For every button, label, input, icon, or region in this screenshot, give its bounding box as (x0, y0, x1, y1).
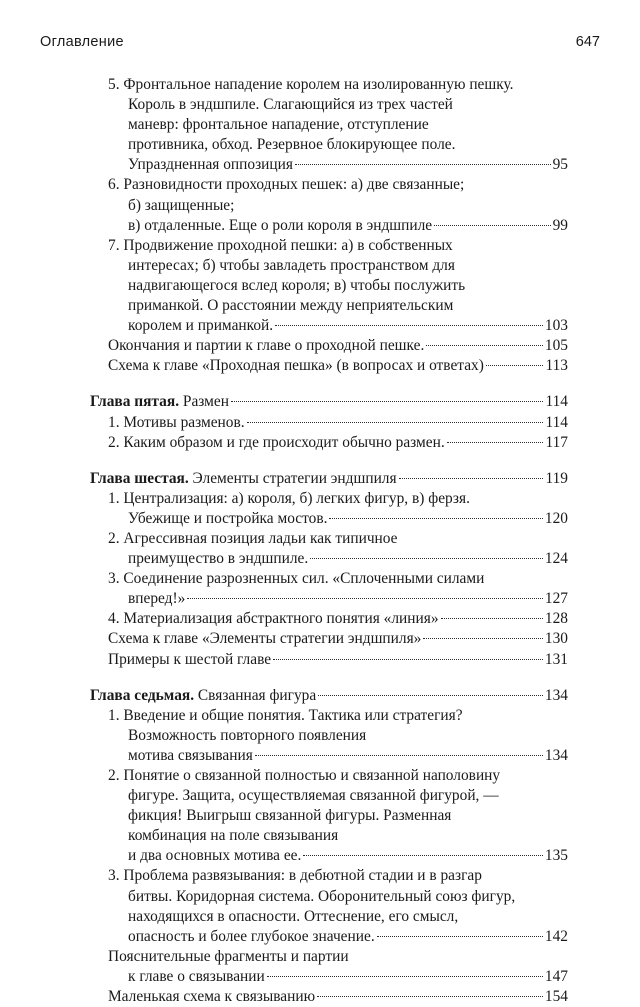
running-head-title: Оглавление (40, 34, 124, 50)
toc-line (90, 826, 568, 846)
toc-line (90, 746, 568, 766)
section-gap (90, 670, 568, 686)
table-of-contents (90, 75, 568, 1007)
toc-line-text: Маленькая схема к связыванию (108, 988, 316, 1006)
toc-line (90, 216, 568, 236)
dot-leader (310, 558, 543, 559)
toc-line (90, 175, 568, 195)
toc-line (90, 589, 568, 609)
toc-line-text: опасность и более глубокое значение. (128, 927, 375, 945)
toc-line (90, 155, 568, 175)
toc-line (90, 392, 568, 412)
toc-line-text: битвы. Коридорная система. Оборонительный союз фигур, (128, 887, 516, 905)
page-number: 647 (575, 34, 600, 50)
toc-page-number: 117 (545, 433, 568, 451)
toc-line (90, 806, 568, 826)
toc-line-text: 2. Агрессивная позиция ладьи как типичное (108, 529, 398, 547)
toc-line (90, 236, 568, 256)
toc-entry[interactable] (90, 433, 568, 453)
toc-line (90, 413, 568, 433)
toc-entry[interactable] (90, 75, 568, 175)
toc-line-text: противника, обход. Резервное блокирующее поле. (128, 136, 456, 154)
toc-line (90, 967, 568, 987)
toc-line (90, 987, 568, 1007)
toc-line-text: интересах; б) чтобы завладеть пространством для (128, 256, 455, 274)
toc-line-text: фигуре. Защита, осуществляемая связанной фигурой, — (128, 787, 499, 805)
toc-line-text: 5. Фронтальное нападение королем на изолированную пешку. (108, 76, 514, 93)
toc-line-text: Убежище и постройка мостов. (128, 509, 328, 527)
toc-page-number: 105 (544, 337, 568, 355)
dot-leader (486, 365, 544, 366)
chapter-label: Глава шестая. (90, 469, 189, 487)
toc-line (90, 907, 568, 927)
toc-entry[interactable] (90, 489, 568, 529)
dot-leader (275, 325, 543, 326)
dot-leader (434, 225, 550, 226)
toc-line (90, 135, 568, 155)
toc-page-number: 142 (544, 927, 568, 945)
section-gap (90, 453, 568, 469)
toc-line (90, 115, 568, 135)
toc-line-text: 1. Мотивы разменов. (108, 413, 245, 431)
toc-line-text: Глава седьмая. Связанная фигура (90, 686, 317, 704)
toc-entry[interactable] (90, 629, 568, 649)
toc-entry[interactable] (90, 766, 568, 866)
toc-entry[interactable] (90, 866, 568, 946)
toc-entry[interactable] (90, 987, 568, 1007)
chapter-label: Глава пятая. (90, 393, 180, 411)
toc-line (90, 927, 568, 947)
toc-line (90, 766, 568, 786)
toc-line (90, 316, 568, 336)
toc-line (90, 726, 568, 746)
dot-leader (295, 164, 551, 165)
toc-line-text: 1. Централизация: а) короля, б) легких фигур, в) ферзя. (108, 489, 470, 507)
dot-leader (273, 659, 543, 660)
toc-line-text: к главе о связывании (128, 967, 265, 985)
toc-line-text: и два основных мотива ее. (128, 847, 302, 865)
toc-entry[interactable] (90, 469, 568, 489)
toc-line-text: маневр: фронтальное нападение, отступление (128, 116, 429, 134)
toc-line-text: 1. Введение и общие понятия. Тактика или стратегия? (108, 706, 463, 724)
toc-line-text: 6. Разновидности проходных пешек: а) две связанные; (108, 176, 465, 194)
toc-line-text: в) отдаленные. Еще о роли короля в эндшпиле (128, 216, 433, 234)
toc-line (90, 686, 568, 706)
toc-line (90, 629, 568, 649)
dot-leader (318, 695, 543, 696)
toc-line-text: комбинация на поле связывания (128, 827, 339, 845)
dot-leader (329, 518, 542, 519)
toc-entry[interactable] (90, 175, 568, 235)
toc-entry[interactable] (90, 650, 568, 670)
toc-line (90, 276, 568, 296)
toc-line-text: Упраздненная оппозиция (128, 156, 293, 174)
toc-entry[interactable] (90, 336, 568, 356)
toc-line (90, 356, 568, 376)
toc-entry[interactable] (90, 529, 568, 569)
toc-line (90, 469, 568, 489)
toc-page-number: 114 (545, 393, 568, 411)
dot-leader (447, 442, 544, 443)
dot-leader (441, 618, 543, 619)
toc-page-number: 127 (544, 590, 568, 608)
toc-line-text: Примеры к шестой главе (108, 650, 272, 668)
dot-leader (399, 478, 544, 479)
toc-line-text: 2. Понятие о связанной полностью и связанной наполовину (108, 767, 501, 784)
toc-entry[interactable] (90, 947, 568, 987)
dot-leader (255, 755, 543, 756)
toc-line-text: Схема к главе «Проходная пешка» (в вопросах и ответах) (108, 357, 484, 375)
toc-line-text: Пояснительные фрагменты и партии (108, 947, 349, 965)
toc-line (90, 706, 568, 726)
toc-entry[interactable] (90, 356, 568, 376)
toc-page-number: 113 (545, 357, 568, 375)
toc-line-text: 3. Соединение разрозненных сил. «Сплоченными силами (108, 570, 485, 588)
toc-page-number: 131 (544, 650, 568, 668)
toc-line (90, 947, 568, 967)
toc-page-number: 95 (552, 156, 568, 174)
toc-line-text: фикция! Выигрыш связанной фигуры. Разменная (128, 807, 452, 825)
dot-leader (247, 422, 544, 423)
dot-leader (231, 401, 544, 402)
toc-page-number: 114 (545, 413, 568, 431)
toc-entry[interactable] (90, 392, 568, 412)
toc-page-number: 103 (544, 317, 568, 335)
toc-line-text: Возможность повторного появления (128, 726, 367, 744)
toc-line (90, 866, 568, 886)
toc-line-text: надвигающегося вслед короля; в) чтобы послужить (128, 276, 466, 294)
toc-page-number: 147 (544, 967, 568, 985)
dot-leader (187, 598, 543, 599)
toc-line (90, 786, 568, 806)
toc-page-number: 120 (544, 509, 568, 527)
toc-line (90, 650, 568, 670)
toc-entry[interactable] (90, 236, 568, 336)
dot-leader (303, 855, 543, 856)
toc-line-text: преимущество в эндшпиле. (128, 550, 309, 568)
toc-entry[interactable] (90, 609, 568, 629)
toc-page-number: 99 (552, 216, 568, 234)
toc-line-text: 7. Продвижение проходной пешки: а) в собственных (108, 236, 453, 254)
toc-line-text: мотива связывания (128, 746, 253, 764)
toc-page-number: 128 (544, 610, 568, 628)
dot-leader (317, 996, 543, 997)
toc-page-number: 135 (544, 847, 568, 865)
toc-page-number: 134 (544, 686, 568, 704)
toc-line (90, 256, 568, 276)
toc-entry[interactable] (90, 569, 568, 609)
dot-leader (267, 976, 543, 977)
toc-page-number: 119 (545, 469, 568, 487)
toc-line (90, 846, 568, 866)
toc-line-text: Схема к главе «Элементы стратегии эндшпиля» (108, 630, 422, 648)
toc-line-text: 2. Каким образом и где происходит обычно размен. (108, 433, 445, 451)
toc-line-text: 3. Проблема развязывания: в дебютной стадии и в разгар (108, 867, 482, 885)
toc-line-text: Король в эндшпиле. Слагающийся из трех частей (128, 96, 453, 114)
toc-line-text: Глава шестая. Элементы стратегии эндшпиля (90, 469, 397, 487)
toc-line-text: 4. Материализация абстрактного понятия «линия» (108, 610, 439, 628)
toc-line-text: королем и приманкой. (128, 317, 274, 335)
toc-line (90, 509, 568, 529)
toc-line-text: приманкой. О расстоянии между неприятельским (128, 297, 454, 315)
toc-page-number: 154 (544, 988, 568, 1006)
toc-entry[interactable] (90, 413, 568, 433)
toc-line (90, 549, 568, 569)
toc-line (90, 336, 568, 356)
toc-page-number: 124 (544, 550, 568, 568)
toc-line-text: Глава пятая. Размен (90, 393, 229, 411)
chapter-label: Глава седьмая. (90, 686, 195, 704)
toc-page-number: 134 (544, 746, 568, 764)
toc-line (90, 196, 568, 216)
toc-line-text: Окончания и партии к главе о проходной пешке. (108, 337, 425, 355)
toc-line (90, 75, 568, 95)
running-head (40, 34, 600, 50)
toc-line (90, 433, 568, 453)
toc-line (90, 529, 568, 549)
toc-line (90, 296, 568, 316)
toc-entry[interactable] (90, 686, 568, 706)
section-gap (90, 376, 568, 392)
toc-line (90, 95, 568, 115)
toc-line-text: вперед!» (128, 590, 186, 608)
toc-line (90, 489, 568, 509)
toc-line-text: находящихся в опасности. Оттеснение, его смысл, (128, 907, 459, 925)
toc-line-text: б) защищенные; (128, 196, 235, 214)
toc-line (90, 569, 568, 589)
toc-page-number: 130 (544, 630, 568, 648)
dot-leader (426, 345, 543, 346)
toc-line (90, 887, 568, 907)
dot-leader (377, 936, 543, 937)
toc-entry[interactable] (90, 706, 568, 766)
toc-line (90, 609, 568, 629)
dot-leader (423, 638, 543, 639)
